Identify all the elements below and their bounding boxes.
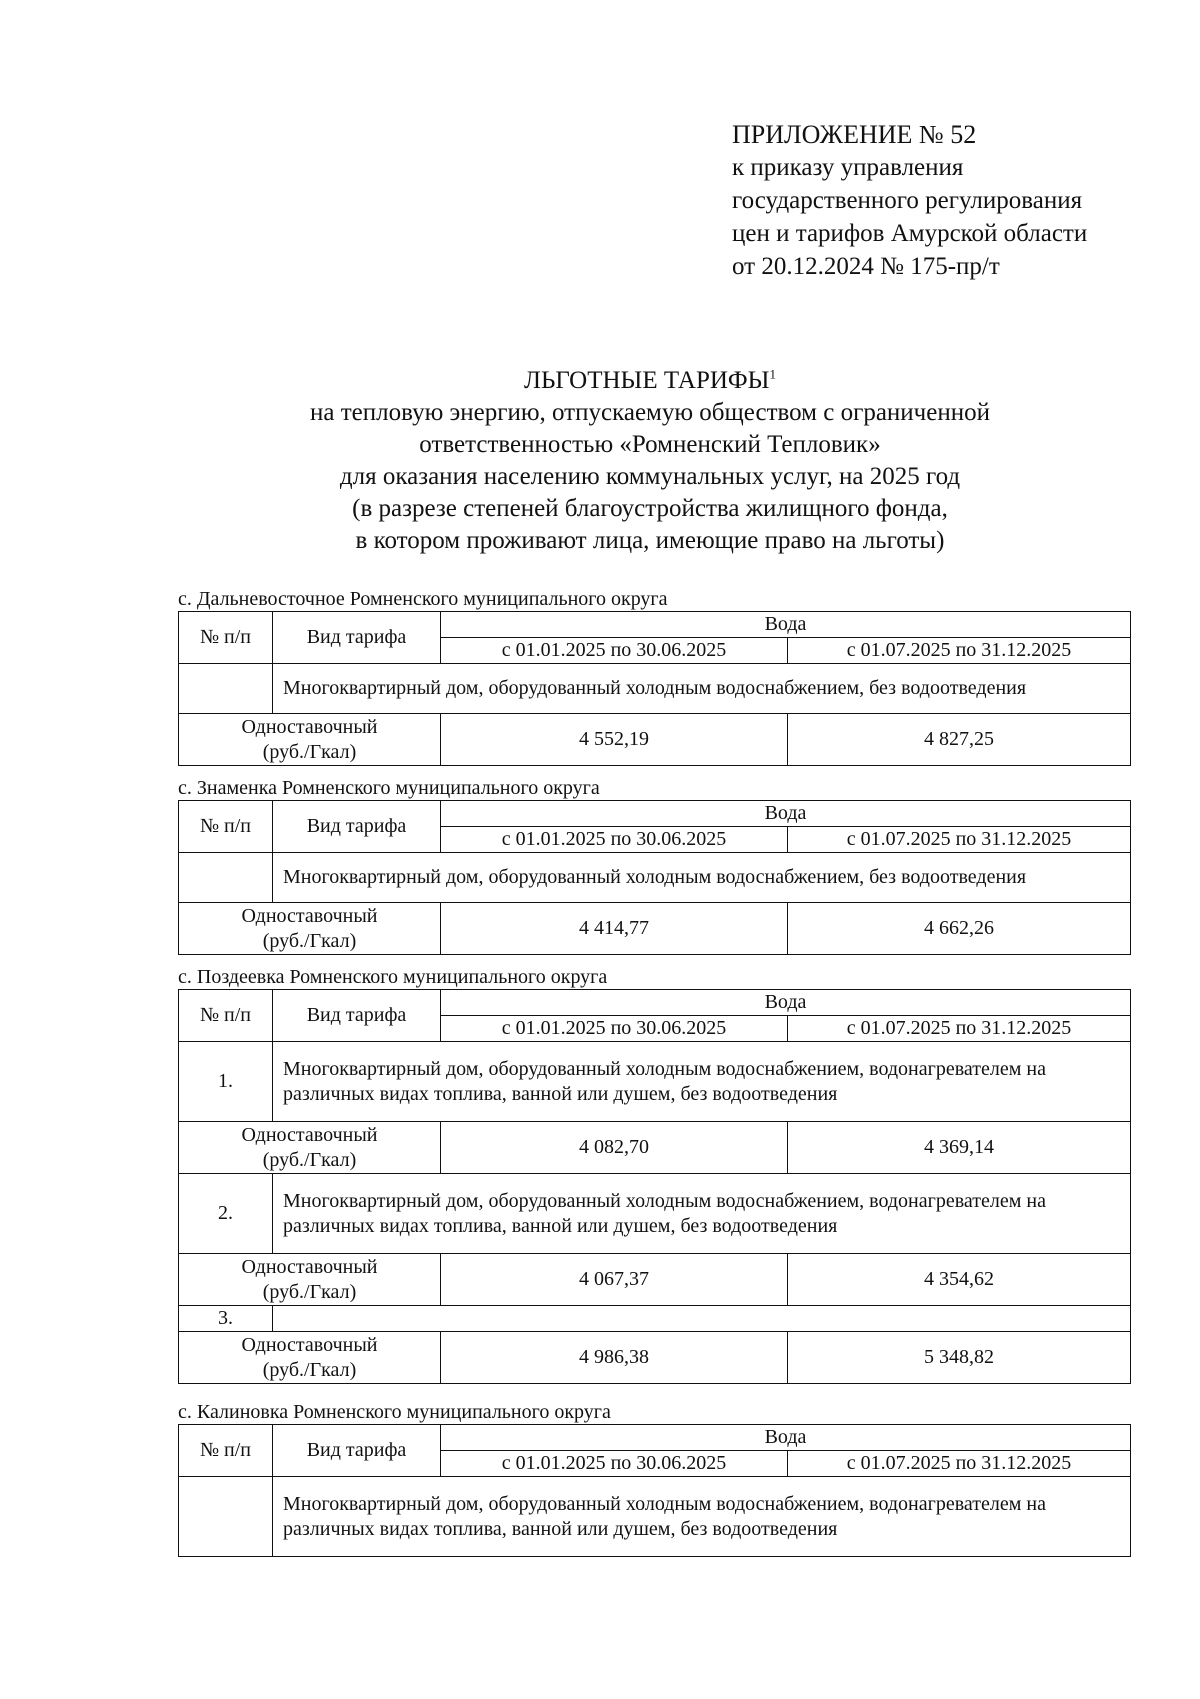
value-period-2: 5 348,82 [788,1332,1131,1384]
tariff-kind [179,903,441,955]
header-period-2: с 01.07.2025 по 31.12.2025 [788,638,1131,664]
tariff-kind [179,1332,441,1384]
tariff-kind-unit: (руб./Гкал) [262,740,357,763]
section-label: с. Знаменка Ромненского муниципального округа [178,777,600,799]
title-line: ответственностью «Ромненский Тепловик» [419,431,881,458]
tariff-table [178,989,1131,1384]
tariff-kind [179,714,441,766]
section-label: с. Дальневосточное Ромненского муниципального округа [178,588,668,610]
header-type: Вид тарифа [273,612,441,664]
appendix-line: к приказу управления [732,154,964,181]
header-voda: Вода [441,990,1131,1016]
row-num: 1. [179,1042,273,1122]
row-num [179,1477,273,1557]
row-num: 3. [179,1306,273,1332]
section-pozdeevka [178,965,1130,1384]
row-num [179,853,273,903]
section-znamenka [178,776,1130,955]
row-description [273,1306,1131,1332]
value-period-2: 4 827,25 [788,714,1131,766]
header-period-1: с 01.01.2025 по 30.06.2025 [441,827,788,853]
tariff-kind [179,1254,441,1306]
appendix-line: государственного регулирования [732,187,1083,214]
tariff-kind [179,1122,441,1174]
tariff-table [178,611,1131,766]
value-period-2: 4 354,62 [788,1254,1131,1306]
value-period-1: 4 067,37 [441,1254,788,1306]
header-period-1: с 01.01.2025 по 30.06.2025 [441,1016,788,1042]
title-line: (в разрезе степеней благоустройства жилищного фонда, [352,495,948,522]
header-period-1: с 01.01.2025 по 30.06.2025 [441,1451,788,1477]
title-line: на тепловую энергию, отпускаемую обществом с ограниченной [310,399,990,426]
title-line: в котором проживают лица, имеющие право на льготы) [355,527,945,554]
header-period-2: с 01.07.2025 по 31.12.2025 [788,1451,1131,1477]
appendix-line: от 20.12.2024 № 175-пр/т [732,253,1000,280]
row-description: Многоквартирный дом, оборудованный холодным водоснабжением, водонагревателем на различных видах топлива, ванной или душем, без водоотведения [273,1477,1131,1557]
header-num: № п/п [179,1425,273,1477]
section-dalnevostochnoe [178,587,1130,766]
section-label: с. Поздеевка Ромненского муниципального округа [178,966,608,988]
tariff-kind-line: Одноставочный [241,904,378,927]
header-voda: Вода [441,612,1131,638]
title-main [150,365,1150,397]
tariff-kind-line: Одноставочный [241,1123,378,1146]
tariff-table [178,1424,1131,1557]
header-type: Вид тарифа [273,801,441,853]
row-num: 2. [179,1174,273,1254]
title-line: для оказания населению коммунальных услуг, на 2025 год [339,463,961,490]
tariff-kind-unit: (руб./Гкал) [262,1280,357,1303]
tariff-kind-line: Одноставочный [241,715,378,738]
value-period-1: 4 082,70 [441,1122,788,1174]
value-period-1: 4 986,38 [441,1332,788,1384]
header-period-1: с 01.01.2025 по 30.06.2025 [441,638,788,664]
header-voda: Вода [441,1425,1131,1451]
tariff-kind-unit: (руб./Гкал) [262,929,357,952]
tariff-kind-line: Одноставочный [241,1255,378,1278]
header-num: № п/п [179,990,273,1042]
header-type: Вид тарифа [273,990,441,1042]
header-num: № п/п [179,612,273,664]
header-voda: Вода [441,801,1131,827]
tariff-table [178,800,1131,955]
row-description: Многоквартирный дом, оборудованный холодным водоснабжением, без водоотведения [273,664,1131,714]
header-type: Вид тарифа [273,1425,441,1477]
header-period-2: с 01.07.2025 по 31.12.2025 [788,827,1131,853]
row-description: Многоквартирный дом, оборудованный холодным водоснабжением, водонагревателем на различных видах топлива, ванной или душем, без водоотведения [273,1174,1131,1254]
appendix-heading: ПРИЛОЖЕНИЕ № 52 [732,120,977,149]
value-period-1: 4 414,77 [441,903,788,955]
value-period-1: 4 552,19 [441,714,788,766]
title-main-text: ЛЬГОТНЫЕ ТАРИФЫ [524,367,770,394]
header-num: № п/п [179,801,273,853]
section-kalinovka [178,1400,1130,1557]
tariff-kind-unit: (руб./Гкал) [262,1148,357,1171]
value-period-2: 4 662,26 [788,903,1131,955]
row-description: Многоквартирный дом, оборудованный холодным водоснабжением, водонагревателем на различных видах топлива, ванной или душем, без водоотведения [273,1042,1131,1122]
header-period-2: с 01.07.2025 по 31.12.2025 [788,1016,1131,1042]
appendix-line: цен и тарифов Амурской области [732,220,1088,247]
value-period-2: 4 369,14 [788,1122,1131,1174]
appendix-block [732,118,1087,283]
section-label: с. Калиновка Ромненского муниципального округа [178,1401,611,1423]
document-title [150,365,1150,557]
row-description: Многоквартирный дом, оборудованный холодным водоснабжением, без водоотведения [273,853,1131,903]
tariff-kind-unit: (руб./Гкал) [262,1358,357,1381]
footnote-mark: 1 [769,366,776,382]
tariff-kind-line: Одноставочный [241,1333,378,1356]
row-num [179,664,273,714]
